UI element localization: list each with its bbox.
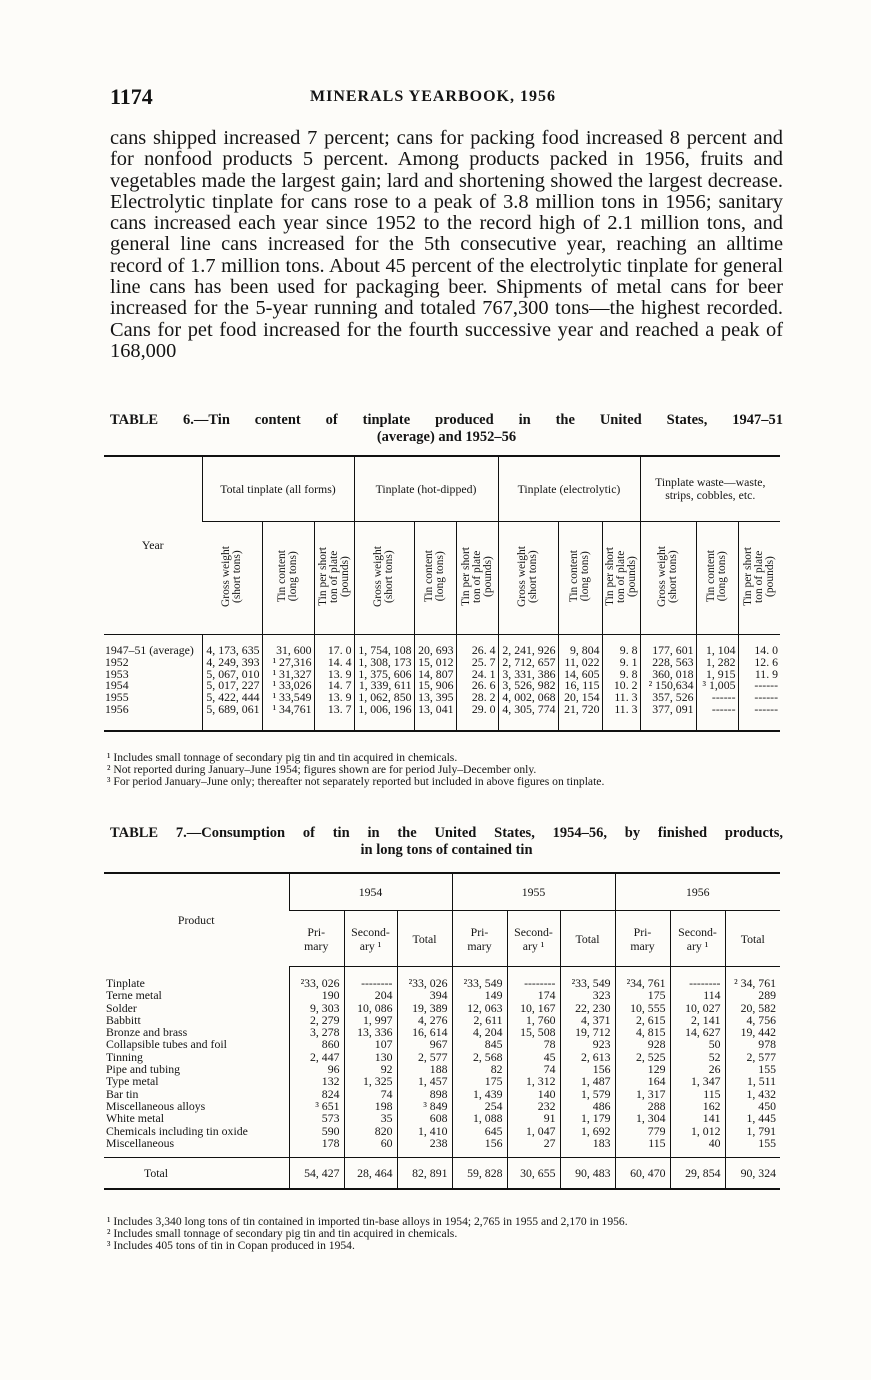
- table-cell: 31, 600: [262, 635, 314, 657]
- table6: [104, 455, 780, 732]
- table-cell: 162: [670, 1100, 725, 1112]
- table-cell: 12, 063: [452, 1002, 507, 1014]
- table-cell: 13. 9: [314, 692, 354, 704]
- table-cell: ² 150,634: [640, 680, 696, 692]
- table-cell: 15, 906: [414, 680, 456, 692]
- table-cell: 14. 7: [314, 680, 354, 692]
- row-label: Bar tin: [106, 1086, 139, 1101]
- table-cell: 1, 304: [615, 1112, 670, 1124]
- table-cell: 16, 115: [558, 680, 602, 692]
- table-cell: 288: [615, 1100, 670, 1112]
- footnote: ¹ Includes 3,340 long tons of tin contained in imported tin-base alloys in 1954; 2,765 in 1955 and 2,170 in 1956.: [107, 1215, 628, 1228]
- table-cell: 5, 422, 444: [202, 692, 262, 704]
- table-cell: 174: [507, 989, 560, 1001]
- table-cell: 4, 204: [452, 1026, 507, 1038]
- table-cell: 92: [344, 1063, 397, 1075]
- table7-total-row: [104, 1158, 780, 1190]
- table-cell: 13, 395: [414, 692, 456, 704]
- table7-col-header: Second- ary ¹: [670, 911, 725, 967]
- table-cell: 149: [452, 989, 507, 1001]
- table-cell: 26. 4: [456, 635, 498, 657]
- table-cell: ------: [696, 692, 738, 704]
- table7: [104, 872, 780, 1190]
- table-cell: --------: [344, 967, 397, 990]
- table-cell: 25. 7: [456, 657, 498, 669]
- table-cell: 4, 173, 635: [202, 635, 262, 657]
- row-label: Miscellaneous: [106, 1135, 175, 1150]
- table6-footnotes: [107, 752, 783, 789]
- table6-group-header: Tinplate (electrolytic): [498, 456, 640, 522]
- table-cell: 1, 511: [725, 1075, 780, 1087]
- table-cell: 4, 002, 068: [498, 692, 558, 704]
- table-cell: ³ 849: [397, 1100, 452, 1112]
- table-cell: 238: [397, 1137, 452, 1158]
- table-cell: 608: [397, 1112, 452, 1124]
- table-cell: 779: [615, 1125, 670, 1137]
- table-cell: 183: [560, 1137, 615, 1158]
- row-label: 1955: [105, 690, 129, 705]
- total-cell: 54, 427: [289, 1158, 344, 1190]
- table-cell: 2, 577: [725, 1051, 780, 1063]
- table-cell: 4, 815: [615, 1026, 670, 1038]
- table-cell: 82: [452, 1063, 507, 1075]
- table-cell: 13. 7: [314, 704, 354, 731]
- table-cell: 289: [725, 989, 780, 1001]
- table-cell: 1, 347: [670, 1075, 725, 1087]
- table-cell: --------: [670, 967, 725, 990]
- table-cell: 323: [560, 989, 615, 1001]
- table-cell: 11. 3: [602, 692, 640, 704]
- table-cell: 45: [507, 1051, 560, 1063]
- table-cell: 27: [507, 1137, 560, 1158]
- table6-col-header: Tin per short ton of plate (pounds): [314, 522, 354, 635]
- table-cell: 860: [289, 1038, 344, 1050]
- row-label: Chemicals including tin oxide: [106, 1123, 248, 1138]
- table-cell: 2, 279: [289, 1014, 344, 1026]
- table-cell: 11. 9: [738, 669, 780, 681]
- table-cell: 1, 179: [560, 1112, 615, 1124]
- table-cell: ²33, 026: [397, 967, 452, 990]
- table-cell: 2, 141: [670, 1014, 725, 1026]
- table-cell: 115: [615, 1137, 670, 1158]
- table-cell: 24. 1: [456, 669, 498, 681]
- table-cell: 824: [289, 1088, 344, 1100]
- row-label: Tinplate: [106, 975, 145, 990]
- table-cell: 13, 336: [344, 1026, 397, 1038]
- table-cell: 91: [507, 1112, 560, 1124]
- table-cell: 1, 487: [560, 1075, 615, 1087]
- table-cell: 129: [615, 1063, 670, 1075]
- table-cell: 20, 693: [414, 635, 456, 657]
- table-cell: 156: [452, 1137, 507, 1158]
- table-cell: 1, 410: [397, 1125, 452, 1137]
- body-paragraph: [110, 128, 783, 362]
- table-cell: 1, 104: [696, 635, 738, 657]
- table7-caption: [110, 825, 783, 859]
- table-cell: 1, 308, 173: [354, 657, 414, 669]
- table-cell: 9, 804: [558, 635, 602, 657]
- table7-col-header: Pri- mary: [289, 911, 344, 967]
- table-cell: 15, 508: [507, 1026, 560, 1038]
- table-cell: 1, 006, 196: [354, 704, 414, 731]
- table-cell: 12. 6: [738, 657, 780, 669]
- table-cell: 155: [725, 1137, 780, 1158]
- table6-col-header: Tin content (long tons): [414, 522, 456, 635]
- table-cell: 35: [344, 1112, 397, 1124]
- table-cell: 377, 091: [640, 704, 696, 731]
- table-cell: 19, 442: [725, 1026, 780, 1038]
- total-cell: 82, 891: [397, 1158, 452, 1190]
- footnote: ¹ Includes small tonnage of secondary pig tin and tin acquired in chemicals.: [107, 751, 458, 764]
- table6-col-header: Tin per short ton of plate (pounds): [602, 522, 640, 635]
- table-cell: 357, 526: [640, 692, 696, 704]
- total-cell: 29, 854: [670, 1158, 725, 1190]
- table-cell: 10, 167: [507, 1002, 560, 1014]
- table-cell: 1, 439: [452, 1088, 507, 1100]
- table-cell: 115: [670, 1088, 725, 1100]
- table-cell: 9. 8: [602, 635, 640, 657]
- table-cell: 19, 389: [397, 1002, 452, 1014]
- table-cell: ² 34, 761: [725, 967, 780, 990]
- row-label: 1952: [105, 654, 129, 669]
- table-cell: 164: [615, 1075, 670, 1087]
- table7-col-header: Pri- mary: [615, 911, 670, 967]
- table7-caption-line1: TABLE 7.—Consumption of tin in the United States, 1954–56, by finished products,: [110, 825, 783, 841]
- table6-caption-line1: TABLE 6.—Tin content of tinplate produced in the United States, 1947–51: [110, 412, 783, 428]
- table-cell: ¹ 27,316: [262, 657, 314, 669]
- footnote: ³ For period January–June only; thereafter not separately reported but included in above figures on tinplate.: [107, 775, 605, 789]
- table-cell: ¹ 33,026: [262, 680, 314, 692]
- table-cell: 5, 689, 061: [202, 704, 262, 731]
- table-cell: 1, 325: [344, 1075, 397, 1087]
- table-cell: 3, 331, 386: [498, 669, 558, 681]
- table-cell: 9. 1: [602, 657, 640, 669]
- page-number: 1174: [110, 84, 153, 109]
- table-cell: 1, 457: [397, 1075, 452, 1087]
- table-cell: 10, 086: [344, 1002, 397, 1014]
- table-cell: 4, 276: [397, 1014, 452, 1026]
- table-cell: ²33, 026: [289, 967, 344, 990]
- table-cell: 198: [344, 1100, 397, 1112]
- table-cell: 10, 555: [615, 1002, 670, 1014]
- table6-col-header: Gross weight (short tons): [354, 522, 414, 635]
- table6-col-header: Gross weight (short tons): [202, 522, 262, 635]
- table-cell: 394: [397, 989, 452, 1001]
- table-cell: 60: [344, 1137, 397, 1158]
- table-cell: 14, 807: [414, 669, 456, 681]
- table-cell: 40: [670, 1137, 725, 1158]
- table7-year-header: 1954: [289, 873, 452, 911]
- table-cell: 14, 627: [670, 1026, 725, 1038]
- table7-col-header: Total: [725, 911, 780, 967]
- table-cell: 1, 791: [725, 1125, 780, 1137]
- table-cell: 820: [344, 1125, 397, 1137]
- total-cell: 59, 828: [452, 1158, 507, 1190]
- table-cell: 10, 027: [670, 1002, 725, 1014]
- table-cell: 16, 614: [397, 1026, 452, 1038]
- table-cell: 5, 017, 227: [202, 680, 262, 692]
- table-cell: 2, 712, 657: [498, 657, 558, 669]
- row-label: Pipe and tubing: [106, 1062, 181, 1077]
- table-cell: 928: [615, 1038, 670, 1050]
- table7-col-header: Second- ary ¹: [344, 911, 397, 967]
- table6-caption-line2: (average) and 1952–56: [376, 429, 517, 445]
- table-cell: ------: [738, 704, 780, 731]
- table-cell: 573: [289, 1112, 344, 1124]
- running-title: MINERALS YEARBOOK, 1956: [310, 88, 556, 105]
- table7-caption-line2: in long tons of contained tin: [360, 842, 533, 858]
- table6-group-header: Tinplate (hot-dipped): [354, 456, 498, 522]
- table-cell: 26: [670, 1063, 725, 1075]
- row-label: Tinning: [106, 1049, 143, 1064]
- table-cell: 1, 432: [725, 1088, 780, 1100]
- table-cell: 178: [289, 1137, 344, 1158]
- table-cell: 1, 915: [696, 669, 738, 681]
- table-cell: 4, 371: [560, 1014, 615, 1026]
- table-cell: 1, 754, 108: [354, 635, 414, 657]
- table-cell: 78: [507, 1038, 560, 1050]
- table-cell: 228, 563: [640, 657, 696, 669]
- table-cell: 1, 317: [615, 1088, 670, 1100]
- total-label: Total: [104, 1158, 289, 1190]
- table-cell: 20, 582: [725, 1002, 780, 1014]
- footnote: ² Includes small tonnage of secondary pig tin and tin acquired in chemicals.: [107, 1227, 458, 1241]
- table-cell: ------: [696, 704, 738, 731]
- table-cell: 1, 012: [670, 1125, 725, 1137]
- table-cell: ²34, 761: [615, 967, 670, 990]
- table6-col-header: Gross weight (short tons): [498, 522, 558, 635]
- table-cell: 5, 067, 010: [202, 669, 262, 681]
- table-cell: 1, 047: [507, 1125, 560, 1137]
- table-row: [104, 1125, 780, 1137]
- table-cell: 52: [670, 1051, 725, 1063]
- table-cell: 1, 312: [507, 1075, 560, 1087]
- table-cell: 1, 579: [560, 1088, 615, 1100]
- table-cell: 11, 022: [558, 657, 602, 669]
- table-row: [104, 1137, 780, 1158]
- table7-year-header: 1955: [452, 873, 615, 911]
- row-label: Miscellaneous alloys: [106, 1098, 206, 1113]
- table-cell: 175: [615, 989, 670, 1001]
- table-cell: 130: [344, 1051, 397, 1063]
- total-cell: 30, 655: [507, 1158, 560, 1190]
- row-label: White metal: [106, 1111, 164, 1126]
- table-cell: ¹ 33,549: [262, 692, 314, 704]
- table-cell: 14. 4: [314, 657, 354, 669]
- table-cell: 15, 012: [414, 657, 456, 669]
- table-cell: 486: [560, 1100, 615, 1112]
- table-cell: 132: [289, 1075, 344, 1087]
- table-cell: 156: [560, 1063, 615, 1075]
- table-cell: 2, 577: [397, 1051, 452, 1063]
- table-cell: 114: [670, 989, 725, 1001]
- table-cell: 107: [344, 1038, 397, 1050]
- row-label: Babbitt: [106, 1012, 141, 1027]
- table-cell: ³ 1,005: [696, 680, 738, 692]
- table-cell: 177, 601: [640, 635, 696, 657]
- page-header: [110, 84, 780, 110]
- table-cell: 2, 241, 926: [498, 635, 558, 657]
- table-cell: 140: [507, 1088, 560, 1100]
- table7-col-header: Pri- mary: [452, 911, 507, 967]
- table-cell: 175: [452, 1075, 507, 1087]
- table-cell: 590: [289, 1125, 344, 1137]
- table-cell: 13. 9: [314, 669, 354, 681]
- table-cell: 232: [507, 1100, 560, 1112]
- table-cell: 2, 611: [452, 1014, 507, 1026]
- table-cell: 2, 447: [289, 1051, 344, 1063]
- table7-col-header: Second- ary ¹: [507, 911, 560, 967]
- table6-col-header: Tin content (long tons): [696, 522, 738, 635]
- table6-col-header: Tin per short ton of plate (pounds): [738, 522, 780, 635]
- table-cell: 3, 278: [289, 1026, 344, 1038]
- table-row: [104, 967, 780, 990]
- table-cell: 21, 720: [558, 704, 602, 731]
- table-cell: 2, 568: [452, 1051, 507, 1063]
- table6-col-header: Tin per short ton of plate (pounds): [456, 522, 498, 635]
- table-cell: ²33, 549: [560, 967, 615, 990]
- table-cell: 1, 339, 611: [354, 680, 414, 692]
- table6-body: [104, 635, 780, 731]
- table-cell: ------: [738, 680, 780, 692]
- table-cell: 9. 8: [602, 669, 640, 681]
- table-cell: 845: [452, 1038, 507, 1050]
- table-cell: 1, 692: [560, 1125, 615, 1137]
- table-cell: 9, 303: [289, 1002, 344, 1014]
- table6-col-header: Tin content (long tons): [558, 522, 602, 635]
- table-cell: 29. 0: [456, 704, 498, 731]
- row-label: Solder: [106, 1000, 137, 1015]
- table-cell: 96: [289, 1063, 344, 1075]
- row-label: Terne metal: [106, 988, 162, 1003]
- table-cell: 141: [670, 1112, 725, 1124]
- table-cell: 4, 249, 393: [202, 657, 262, 669]
- table-cell: 13, 041: [414, 704, 456, 731]
- table6-group-header: Total tinplate (all forms): [202, 456, 354, 522]
- table-cell: 1, 760: [507, 1014, 560, 1026]
- table7-product-header: Product: [177, 913, 215, 928]
- table-cell: ------: [738, 692, 780, 704]
- table-cell: 2, 613: [560, 1051, 615, 1063]
- table-cell: 967: [397, 1038, 452, 1050]
- table-row: [104, 704, 780, 731]
- table-cell: 1, 445: [725, 1112, 780, 1124]
- row-label: 1953: [105, 666, 129, 681]
- table-row: [104, 989, 780, 1001]
- table-cell: ¹ 31,327: [262, 669, 314, 681]
- table-cell: 978: [725, 1038, 780, 1050]
- table-cell: ²33, 549: [452, 967, 507, 990]
- footnote: ³ Includes 405 tons of tin in Copan produced in 1954.: [107, 1239, 355, 1253]
- table-cell: 11. 3: [602, 704, 640, 731]
- table-cell: 17. 0: [314, 635, 354, 657]
- table6-year-header: Year: [104, 456, 202, 635]
- table-cell: 3, 526, 982: [498, 680, 558, 692]
- table-cell: 19, 712: [560, 1026, 615, 1038]
- table-cell: 10. 2: [602, 680, 640, 692]
- row-label: 1956: [105, 701, 129, 716]
- table-row: [104, 1038, 780, 1050]
- table-cell: 4, 756: [725, 1014, 780, 1026]
- table-cell: 190: [289, 989, 344, 1001]
- table6-col-header: Gross weight (short tons): [640, 522, 696, 635]
- table-cell: 204: [344, 989, 397, 1001]
- row-label: 1947–51 (average): [105, 643, 194, 657]
- table-cell: 923: [560, 1038, 615, 1050]
- table-cell: 188: [397, 1063, 452, 1075]
- table-cell: 74: [507, 1063, 560, 1075]
- table-cell: 22, 230: [560, 1002, 615, 1014]
- row-label: 1954: [105, 678, 129, 693]
- table-row: [104, 1112, 780, 1124]
- table-cell: 254: [452, 1100, 507, 1112]
- table-cell: 1, 375, 606: [354, 669, 414, 681]
- table-cell: 2, 615: [615, 1014, 670, 1026]
- table7-col-header: Total: [560, 911, 615, 967]
- table-cell: ³ 651: [289, 1100, 344, 1112]
- table-cell: 26. 6: [456, 680, 498, 692]
- table6-caption: [110, 412, 783, 446]
- table7-body: [104, 967, 780, 1158]
- table-cell: 1, 062, 850: [354, 692, 414, 704]
- table6-col-header: Tin content (long tons): [262, 522, 314, 635]
- table-cell: 50: [670, 1038, 725, 1050]
- table-cell: 1, 282: [696, 657, 738, 669]
- table7-footnotes: [107, 1216, 783, 1253]
- table-cell: 155: [725, 1063, 780, 1075]
- table-cell: 1, 997: [344, 1014, 397, 1026]
- row-label: Type metal: [106, 1074, 159, 1089]
- table-cell: 14. 0: [738, 635, 780, 657]
- table-cell: 14, 605: [558, 669, 602, 681]
- table-cell: 450: [725, 1100, 780, 1112]
- total-cell: 90, 483: [560, 1158, 615, 1190]
- table6-group-header: Tinplate waste—waste, strips, cobbles, etc.: [640, 456, 780, 522]
- table-cell: 360, 018: [640, 669, 696, 681]
- table-cell: 645: [452, 1125, 507, 1137]
- table-cell: 2, 525: [615, 1051, 670, 1063]
- table-cell: 4, 305, 774: [498, 704, 558, 731]
- table-cell: 74: [344, 1088, 397, 1100]
- table-cell: ¹ 34,761: [262, 704, 314, 731]
- table-cell: --------: [507, 967, 560, 990]
- table-cell: 28. 2: [456, 692, 498, 704]
- table-row: [104, 1075, 780, 1087]
- table-cell: 898: [397, 1088, 452, 1100]
- table7-col-header: Total: [397, 911, 452, 967]
- total-cell: 60, 470: [615, 1158, 670, 1190]
- table-cell: 1, 088: [452, 1112, 507, 1124]
- total-cell: 90, 324: [725, 1158, 780, 1190]
- total-cell: 28, 464: [344, 1158, 397, 1190]
- row-label: Bronze and brass: [106, 1025, 188, 1040]
- table-cell: 20, 154: [558, 692, 602, 704]
- body-paragraph-text: cans shipped increased 7 percent; cans for packing food increased 8 percent and for nonfood products 5 percent. Among products packed in 1956, fruits and vegetables made the largest gain; lard and shortening showed the largest decrease. Electrolytic tinplate for cans rose to a peak of 3.8 million tons in 1956; sanitary cans increased each year since 1952 to the record high of 2.1 million tons, and general line cans increased for the 5th consecutive year, reaching an alltime record of 1.7 million tons. About 45 percent of the electrolytic tinplate for general line cans has been used for packaging beer. Shipments of metal cans for beer increased for the 5-year running and totaled 767,300 tons—the highest recorded. Cans for pet food increased for the fourth successive year and reached a peak of 168,000: [110, 127, 783, 362]
- footnote: ² Not reported during January–June 1954; figures shown are for period July–December only.: [107, 763, 537, 777]
- table-row: [104, 635, 780, 657]
- row-label: Collapsible tubes and foil: [106, 1037, 227, 1052]
- table7-year-header: 1956: [615, 873, 780, 911]
